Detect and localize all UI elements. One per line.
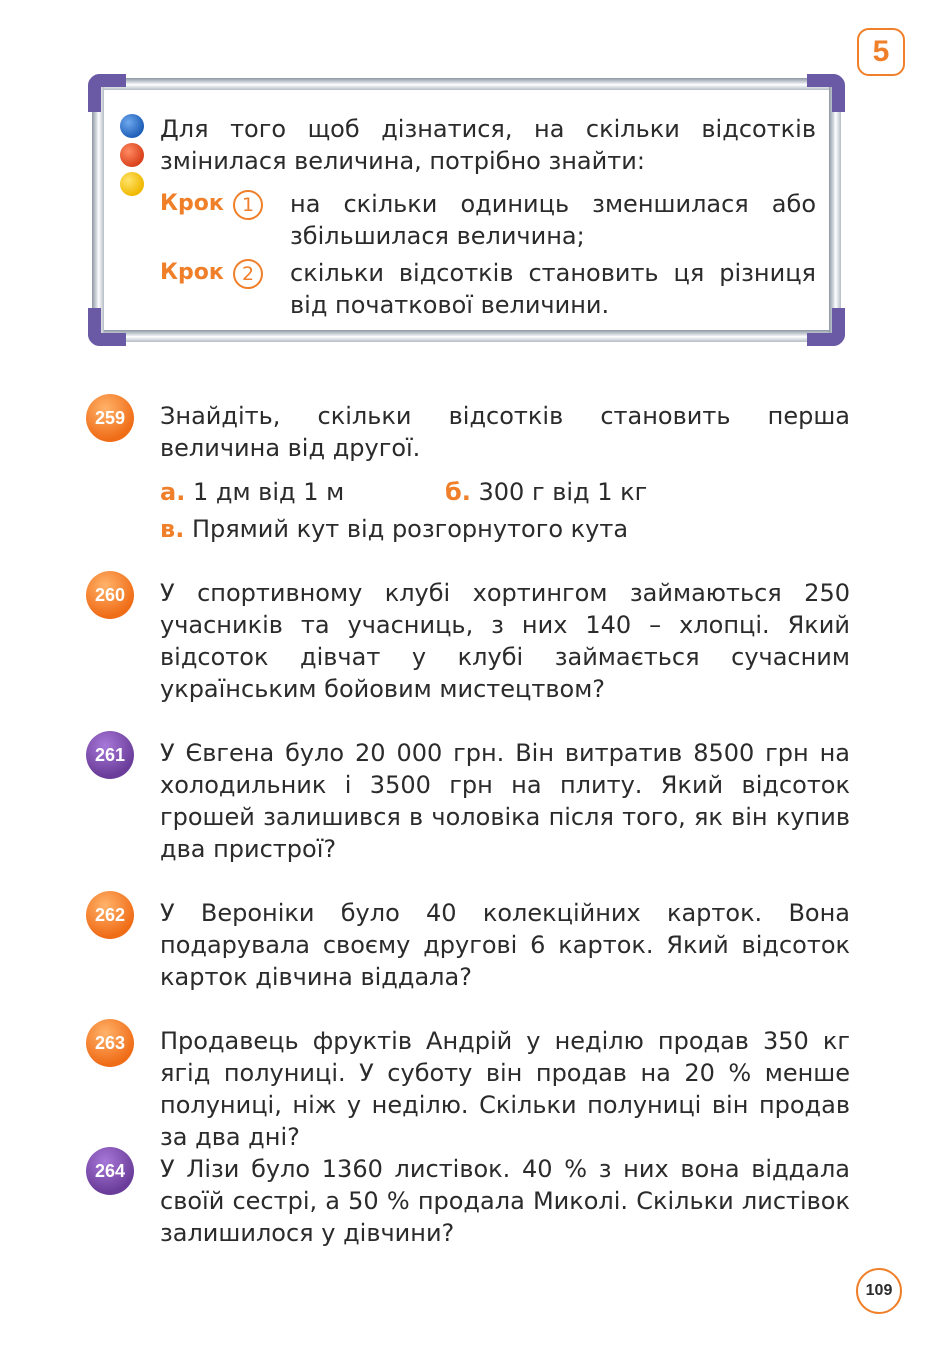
task-text: У Євгена було 20 000 грн. Він витратив 8500 грн на холодильник і 3500 грн на плиту. Який відсоток грошей залишився в чоловіка після того, як він купив два пристрої? bbox=[160, 739, 850, 863]
step-text: скільки відсотків становить ця різниця від початкової величини. bbox=[290, 259, 816, 319]
step-label: Крок bbox=[160, 260, 224, 285]
chapter-badge: 5 bbox=[857, 28, 905, 76]
task-number-badge: 260 bbox=[86, 571, 134, 619]
item-letter: в. bbox=[160, 515, 185, 543]
task-item bbox=[160, 513, 628, 545]
item-text: 1 дм від 1 м bbox=[192, 478, 345, 506]
task-text: У Лізи було 1360 листівок. 40 % з них вона віддала своїй сестрі, а 50 % продала Миколі. Скільки листівок залишилося у дівчини? bbox=[160, 1155, 850, 1247]
board-rail-top bbox=[88, 78, 845, 90]
task-item bbox=[445, 476, 647, 508]
board-rail-bottom bbox=[88, 330, 845, 342]
step-number-circle: 2 bbox=[233, 259, 263, 289]
step-text: на скільки одиниць зменшилася або збільшилася величина; bbox=[290, 190, 816, 250]
board-rail-right bbox=[829, 74, 841, 346]
item-letter: а. bbox=[160, 478, 186, 506]
step-label: Крок bbox=[160, 191, 224, 216]
task-text: Продавець фруктів Андрій у неділю продав 350 кг ягід полуниці. У суботу він продав на 20 % менше полуниці, ніж у неділю. Скільки полуниці він продав за два дні? bbox=[160, 1027, 850, 1151]
blue-magnet-icon bbox=[120, 114, 144, 138]
task-number-badge: 259 bbox=[86, 394, 134, 442]
task-item bbox=[160, 476, 344, 508]
item-text: 300 г від 1 кг bbox=[478, 478, 648, 506]
red-magnet-icon bbox=[120, 143, 144, 167]
task-number-badge: 262 bbox=[86, 891, 134, 939]
step-number-circle: 1 bbox=[233, 190, 263, 220]
page-number: 109 bbox=[856, 1268, 902, 1314]
board-corner bbox=[88, 74, 126, 112]
rule-intro: Для того щоб дізнатися, на скільки відсотків змінилася величина, потрібно знайти: bbox=[160, 115, 816, 175]
yellow-magnet-icon bbox=[120, 172, 144, 196]
task-number-badge: 261 bbox=[86, 731, 134, 779]
board-corner bbox=[807, 74, 845, 112]
task-number-badge: 263 bbox=[86, 1019, 134, 1067]
item-text: Прямий кут від розгорнутого кута bbox=[191, 515, 629, 543]
board-rail-left bbox=[92, 74, 104, 346]
task-number-badge: 264 bbox=[86, 1147, 134, 1195]
board-corner bbox=[88, 308, 126, 346]
task-text: У Вероніки було 40 колекційних карток. Вона подарувала своєму другові 6 карток. Який відсоток карток дівчина віддала? bbox=[160, 899, 850, 991]
task-text: Знайдіть, скільки відсотків становить перша величина від другої. bbox=[160, 402, 850, 462]
task-text: У спортивному клубі хортингом займаються 250 учасників та учасниць, з них 140 – хлопці. Який відсоток дівчат у клубі займається сучасним українським бойовим мистецтвом? bbox=[160, 579, 850, 703]
item-letter: б. bbox=[445, 478, 471, 506]
